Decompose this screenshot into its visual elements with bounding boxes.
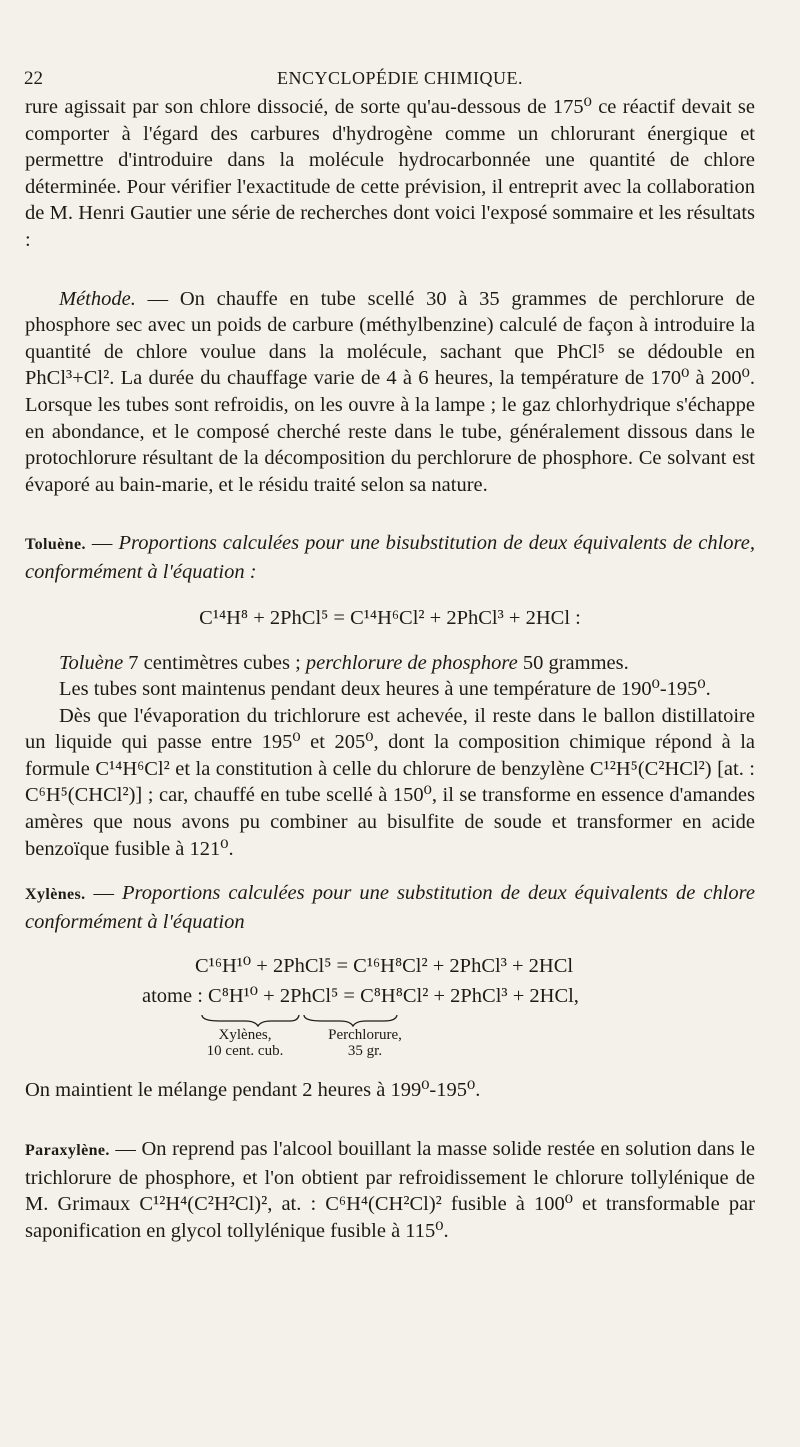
toluene-qty-text: 7 centimètres cubes ; <box>123 651 306 674</box>
paraxylene-text: — On reprend pas l'alcool bouillant la masse solide restée en solution dans le trichlorure de phosphore, et l'on obtient par refroidissement le chlorure tollylénique de M. Grimaux C¹²H⁴(C²H²Cl)², at. : C⁶H⁴(CH²Cl)² fusible à 100⁰ et transformable par saponification en glycol tollylénique fusible à 115⁰. <box>25 1138 755 1242</box>
xylenes-equation-1: C¹⁶H¹⁰ + 2PhCl⁵ = C¹⁶H⁸Cl² + 2PhCl³ + 2HCl <box>195 955 574 978</box>
toluene-title: Proportions calculées pour une bisubstitution de deux équivalents de chlore, conformément à l'équation : <box>25 532 755 583</box>
perchlorure-qty-label: perchlorure de phosphore <box>305 651 518 674</box>
paragraph-paraxylene <box>25 1136 755 1244</box>
brace-perchlorure-qty: 35 gr. <box>347 1043 383 1060</box>
brace-xylenes-label: Xylènes, <box>218 1027 272 1044</box>
paragraph-intro: rure agissait par son chlore dissocié, de sorte qu'au-dessous de 175⁰ ce réactif devait se comporter à l'égard des carbures d'hydrogène comme un chlorurant énergique et permettre d'introduire dans la molécule hydrocarbonnée une quantité de chlore déterminée. Pour vérifier l'exactitude de cette prévision, il entreprit avec la collaboration de M. Henri Gautier une série de recherches dont voici l'exposé sommaire et les résultats : <box>25 96 755 251</box>
paragraph-xylenes-heading <box>25 880 755 935</box>
brace-xylenes <box>185 1027 305 1059</box>
running-title: ENCYCLOPÉDIE CHIMIQUE. <box>277 68 523 88</box>
xylenes-heading: Xylènes. <box>25 886 86 904</box>
paragraph-toluene-heating: Les tubes sont maintenus pendant deux heures à une température de 190⁰-195⁰. <box>59 678 711 701</box>
brace-lines <box>200 1013 400 1027</box>
xylenes-dash: — <box>85 882 123 905</box>
paragraph-toluene-quantities <box>25 650 755 677</box>
page-header <box>24 68 776 94</box>
xylenes-title: Proportions calculées pour une substitution de deux équivalents de chlore conformément à l'équation <box>25 882 755 933</box>
paragraph-toluene-result: Dès que l'évaporation du trichlorure est achevée, il reste dans le ballon distillatoire un liquide qui passe entre 195⁰ et 205⁰, dont la composition chimique répond à la formule C¹⁴H⁶Cl² et la constitution à celle du chlorure de benzylène C¹²H⁵(C²HCl²) [at. : C⁶H⁵(CHCl²)] ; car, chauffé en tube scellé à 150⁰, il se transforme en essence d'amandes amères que nous avons pu combiner au bisulfite de soude et transformer en acide benzoïque fusible à 121⁰. <box>25 704 755 860</box>
paraxylene-heading: Paraxylène. <box>25 1142 110 1160</box>
page-body <box>25 94 755 1244</box>
toluene-heading: Toluène. <box>25 536 86 554</box>
paragraph-toluene-heading <box>25 530 755 585</box>
toluene-qty-label: Toluène <box>59 651 124 674</box>
page-number: 22 <box>24 68 43 89</box>
xylenes-equation-2: atome : C⁸H¹⁰ + 2PhCl⁵ = C⁸H⁸Cl² + 2PhCl³ + 2HCl, <box>142 985 579 1008</box>
brace-perchlorure-label: Perchlorure, <box>328 1027 402 1044</box>
toluene-dash: — <box>85 532 119 555</box>
toluene-equation: C¹⁴H⁸ + 2PhCl⁵ = C¹⁴H⁶Cl² + 2PhCl³ + 2HCl : <box>199 606 581 629</box>
paragraph-xylenes-heating: On maintient le mélange pendant 2 heures à 199⁰-195⁰. <box>25 1079 481 1102</box>
methode-text: — On chauffe en tube scellé 30 à 35 grammes de perchlorure de phosphore sec avec un poids de carbure (méthylbenzine) calculé de façon à introduire la quantité de chlore voulue dans la molécule, sachant que PhCl⁵ se dédouble en PhCl³+Cl². La durée du chauffage varie de 4 à 6 heures, la température de 170⁰ à 200⁰. Lorsque les tubes sont refroidis, on les ouvre à la lampe ; le gaz chlorhydrique s'échappe en abondance, et le composé cherché reste dans le tube, généralement dissous dans le protochlorure résultant de la décomposition du perchlorure de phosphore. Ce solvant est évaporé au bain-marie, et le résidu traité selon sa nature. <box>25 287 755 496</box>
methode-heading: Méthode. <box>59 287 136 310</box>
quantity-braces <box>25 1013 755 1067</box>
paragraph-methode <box>25 286 755 499</box>
brace-xylenes-qty: 10 cent. cub. <box>206 1043 284 1060</box>
xylenes-equations <box>25 951 755 1067</box>
perchlorure-qty-text: 50 grammes. <box>517 651 629 674</box>
brace-perchlorure <box>305 1027 425 1059</box>
